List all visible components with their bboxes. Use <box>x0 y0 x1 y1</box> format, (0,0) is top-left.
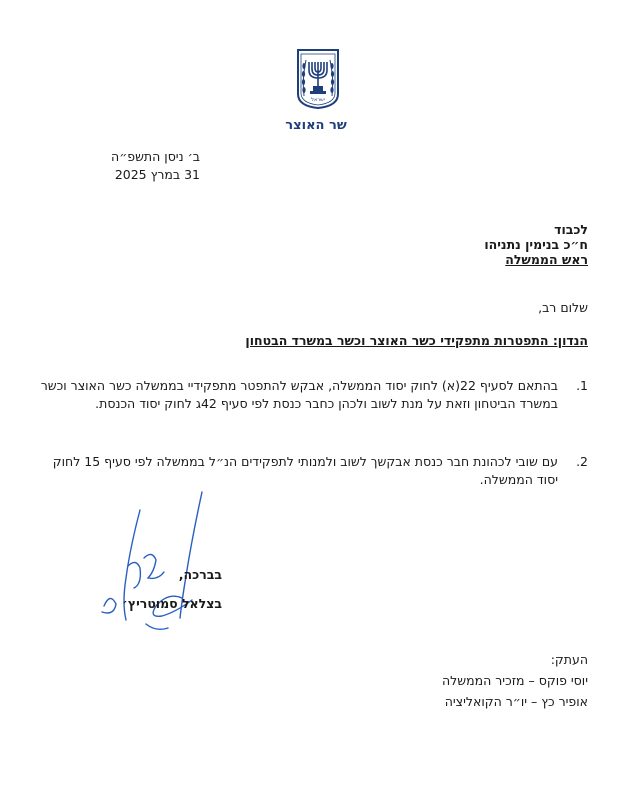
paragraph-1 <box>40 377 588 413</box>
recipient-title: ראש הממשלה <box>505 252 588 267</box>
hebrew-date: ב׳ ניסן התשפ״ה <box>111 149 200 164</box>
cc-item: יוסי פוקס – מזכיר הממשלה <box>442 673 588 688</box>
handwritten-signature <box>96 488 216 636</box>
cc-item: אופיר כץ – יו״ר הקואליציה <box>444 694 588 709</box>
cc-block <box>442 649 588 712</box>
gregorian-date: 31 במרץ 2025 <box>114 167 200 182</box>
cc-label: העתק: <box>550 652 588 667</box>
paragraph-text: עם שובי לכהונת חבר כנסת אבקשך לשוב ולמנותי לתפקידים הנ״ל בממשלה לפי סעיף 15 לחוק יסוד הממשלה. <box>52 454 558 487</box>
paragraph-number: 1. <box>576 378 588 393</box>
greeting: שלום רב, <box>538 300 588 315</box>
emblem-caption: ישראל <box>311 97 325 103</box>
signer-name: בצלאל סמוטריץ׳ <box>122 596 222 611</box>
office-title: שר האוצר <box>285 118 347 133</box>
paragraph-2 <box>40 453 588 489</box>
closing: בברכה, <box>178 567 222 582</box>
subject-line: הנדון: התפטרות מתפקידי כשר האוצר וכשר במשרד הבטחון <box>245 333 588 348</box>
recipient-salutation: לכבוד <box>554 222 588 237</box>
paragraph-text: בהתאם לסעיף 22(א) לחוק יסוד הממשלה, אבקש להתפטר מתפקידיי בממשלה כשר האוצר וכשר במשרד הביטחון וזאת על מנת לשוב ולכהן כחבר כנסת לפי סעיף 42ג לחוק יסוד הכנסת. <box>40 378 558 411</box>
date-block <box>50 148 200 184</box>
recipient-name: ח״כ בנימין נתניהו <box>484 237 588 252</box>
recipient-block <box>484 222 588 267</box>
paragraph-number: 2. <box>576 454 588 469</box>
menorah-emblem-icon <box>292 48 344 110</box>
